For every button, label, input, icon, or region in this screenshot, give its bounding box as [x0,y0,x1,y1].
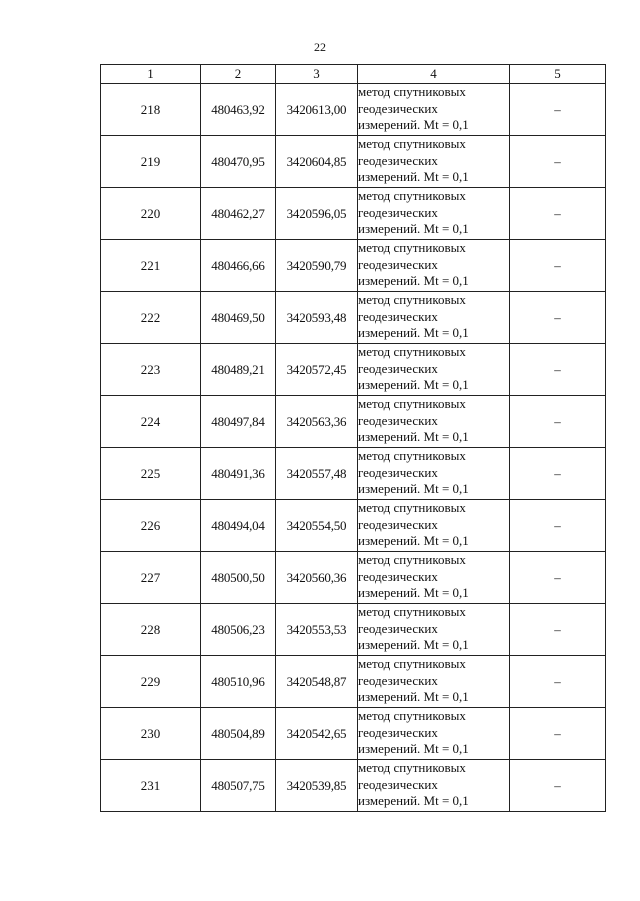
y-coordinate-cell: 3420539,85 [276,760,358,812]
header-col-5: 5 [510,65,606,84]
x-coordinate-cell: 480494,04 [201,500,276,552]
header-col-4: 4 [358,65,510,84]
point-number-cell: 229 [101,656,201,708]
method-cell [358,344,510,396]
page-number: 22 [314,40,326,54]
x-coordinate-cell: 480462,27 [201,188,276,240]
method-text-line-2: геодезических [358,568,438,584]
method-text-line-1: метод спутниковых [358,84,466,99]
method-text-line-3: измерений. Mt = 0,1 [358,221,469,236]
method-text-line-2: геодезических [358,412,438,428]
point-number-cell: 219 [101,136,201,188]
table-row [101,84,606,136]
method-cell [358,240,510,292]
x-coordinate-cell: 480491,36 [201,448,276,500]
point-number-cell: 221 [101,240,201,292]
method-text-line-2: геодезических [358,152,438,168]
table-row [101,396,606,448]
point-number-cell: 222 [101,292,201,344]
method-cell [358,760,510,812]
method-text-line-3: измерений. Mt = 0,1 [358,481,469,496]
method-text-line-3: измерений. Mt = 0,1 [358,325,469,340]
y-coordinate-cell: 3420542,65 [276,708,358,760]
table-row [101,344,606,396]
x-coordinate-cell: 480469,50 [201,292,276,344]
header-col-3: 3 [276,65,358,84]
header-col-1: 1 [101,65,201,84]
note-cell: – [510,136,606,188]
x-coordinate-cell: 480489,21 [201,344,276,396]
method-text-line-2: геодезических [358,256,438,272]
method-cell [358,708,510,760]
note-cell: – [510,292,606,344]
table-row [101,760,606,812]
point-number-cell: 225 [101,448,201,500]
y-coordinate-cell: 3420593,48 [276,292,358,344]
table-row [101,656,606,708]
y-coordinate-cell: 3420590,79 [276,240,358,292]
method-text-line-3: измерений. Mt = 0,1 [358,689,469,704]
method-text-line-3: измерений. Mt = 0,1 [358,585,469,600]
note-cell: – [510,448,606,500]
note-cell: – [510,240,606,292]
method-text-line-2: геодезических [358,672,438,688]
y-coordinate-cell: 3420553,53 [276,604,358,656]
method-text-line-2: геодезических [358,776,438,792]
y-coordinate-cell: 3420572,45 [276,344,358,396]
method-cell [358,292,510,344]
point-number-cell: 230 [101,708,201,760]
point-number-cell: 227 [101,552,201,604]
method-text-line-2: геодезических [358,620,438,636]
method-cell [358,188,510,240]
point-number-cell: 231 [101,760,201,812]
x-coordinate-cell: 480504,89 [201,708,276,760]
method-text-line-2: геодезических [358,100,438,116]
method-text-line-3: измерений. Mt = 0,1 [358,273,469,288]
y-coordinate-cell: 3420548,87 [276,656,358,708]
method-text-line-2: геодезических [358,464,438,480]
method-cell [358,84,510,136]
x-coordinate-cell: 480510,96 [201,656,276,708]
point-number-cell: 220 [101,188,201,240]
method-text-line-1: метод спутниковых [358,760,466,775]
method-text-line-3: измерений. Mt = 0,1 [358,117,469,132]
table-row [101,448,606,500]
method-text-line-3: измерений. Mt = 0,1 [358,637,469,652]
table-header-row [101,65,606,84]
method-text-line-2: геодезических [358,204,438,220]
method-text-line-2: геодезических [358,724,438,740]
method-text-line-1: метод спутниковых [358,292,466,307]
y-coordinate-cell: 3420613,00 [276,84,358,136]
method-cell [358,500,510,552]
x-coordinate-cell: 480507,75 [201,760,276,812]
note-cell: – [510,84,606,136]
method-text-line-3: измерений. Mt = 0,1 [358,793,469,808]
table-row [101,136,606,188]
method-text-line-1: метод спутниковых [358,448,466,463]
table-row [101,604,606,656]
method-text-line-3: измерений. Mt = 0,1 [358,741,469,756]
y-coordinate-cell: 3420554,50 [276,500,358,552]
method-text-line-3: измерений. Mt = 0,1 [358,533,469,548]
y-coordinate-cell: 3420596,05 [276,188,358,240]
note-cell: – [510,552,606,604]
method-cell [358,396,510,448]
method-text-line-1: метод спутниковых [358,656,466,671]
point-number-cell: 228 [101,604,201,656]
note-cell: – [510,708,606,760]
method-text-line-2: геодезических [358,308,438,324]
method-text-line-3: измерений. Mt = 0,1 [358,169,469,184]
point-number-cell: 223 [101,344,201,396]
method-text-line-3: измерений. Mt = 0,1 [358,377,469,392]
method-text-line-1: метод спутниковых [358,240,466,255]
method-cell [358,136,510,188]
point-number-cell: 224 [101,396,201,448]
x-coordinate-cell: 480497,84 [201,396,276,448]
x-coordinate-cell: 480466,66 [201,240,276,292]
note-cell: – [510,604,606,656]
method-text-line-1: метод спутниковых [358,136,466,151]
coordinates-table [100,64,606,812]
table-row [101,240,606,292]
method-text-line-1: метод спутниковых [358,604,466,619]
header-col-2: 2 [201,65,276,84]
method-text-line-1: метод спутниковых [358,552,466,567]
table-row [101,292,606,344]
note-cell: – [510,188,606,240]
y-coordinate-cell: 3420557,48 [276,448,358,500]
x-coordinate-cell: 480463,92 [201,84,276,136]
x-coordinate-cell: 480500,50 [201,552,276,604]
method-cell [358,604,510,656]
method-cell [358,552,510,604]
x-coordinate-cell: 480470,95 [201,136,276,188]
method-text-line-1: метод спутниковых [358,500,466,515]
method-text-line-2: геодезических [358,516,438,532]
point-number-cell: 226 [101,500,201,552]
method-text-line-1: метод спутниковых [358,396,466,411]
method-text-line-3: измерений. Mt = 0,1 [358,429,469,444]
table-row [101,500,606,552]
note-cell: – [510,656,606,708]
table-row [101,188,606,240]
table-row [101,708,606,760]
point-number-cell: 218 [101,84,201,136]
note-cell: – [510,344,606,396]
method-text-line-1: метод спутниковых [358,708,466,723]
x-coordinate-cell: 480506,23 [201,604,276,656]
y-coordinate-cell: 3420563,36 [276,396,358,448]
method-cell [358,656,510,708]
note-cell: – [510,396,606,448]
note-cell: – [510,760,606,812]
y-coordinate-cell: 3420560,36 [276,552,358,604]
y-coordinate-cell: 3420604,85 [276,136,358,188]
method-text-line-1: метод спутниковых [358,344,466,359]
method-text-line-2: геодезических [358,360,438,376]
note-cell: – [510,500,606,552]
method-cell [358,448,510,500]
method-text-line-1: метод спутниковых [358,188,466,203]
table-row [101,552,606,604]
